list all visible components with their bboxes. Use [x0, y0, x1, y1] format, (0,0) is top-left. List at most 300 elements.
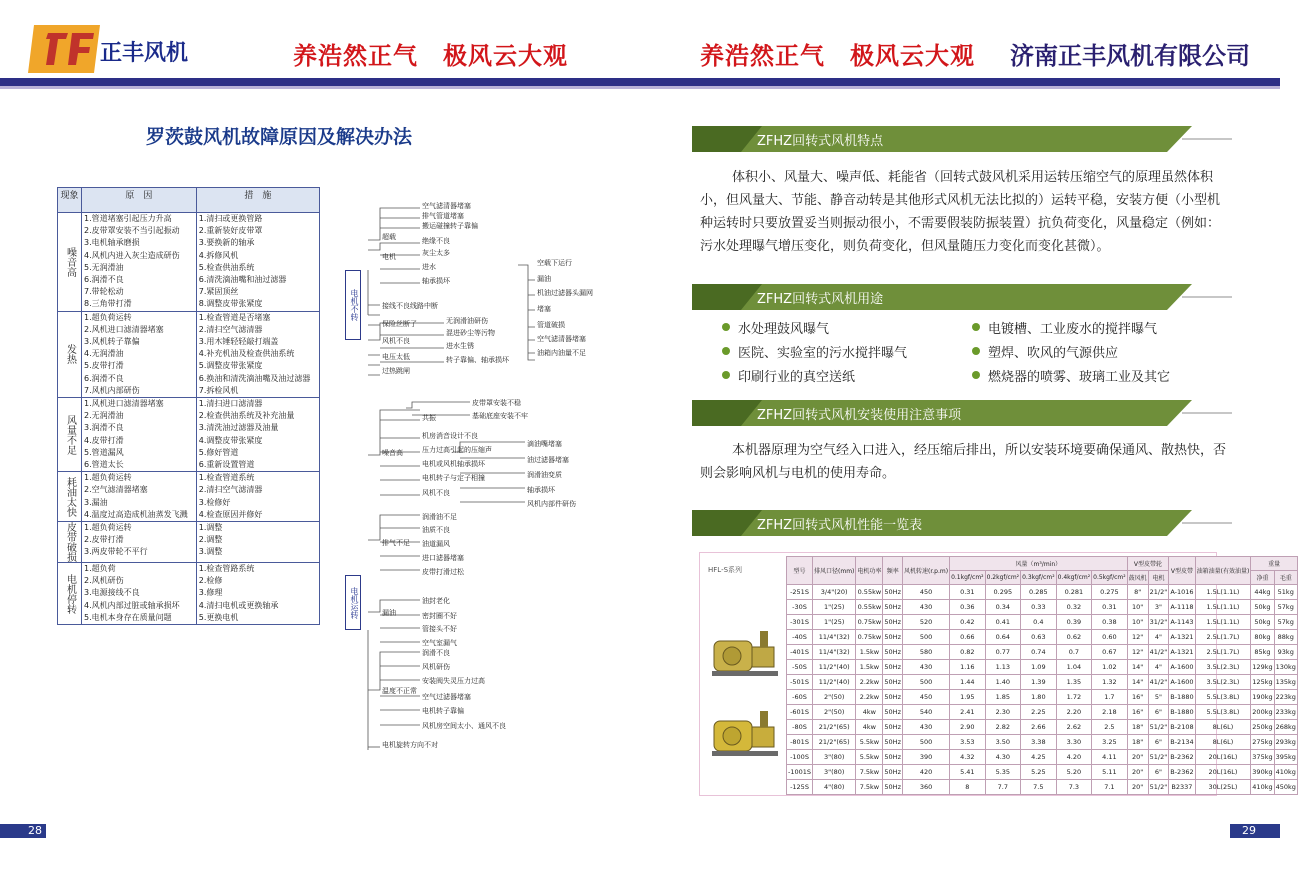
perf-cell: -50S [787, 660, 813, 675]
perf-cell: 14" [1127, 660, 1148, 675]
perf-cell: B-2362 [1169, 765, 1195, 780]
perf-cell: 3"(80) [813, 750, 856, 765]
fix-item: 1.检查管道系统 [198, 473, 255, 483]
perf-cell: 0.275 [1092, 585, 1128, 600]
cause-item: 3.电源接线不良 [84, 588, 140, 598]
perf-cell: 190kg [1251, 690, 1274, 705]
perf-cell: 30L(25L) [1195, 780, 1251, 795]
col-p02: 0.2kgf/cm² [985, 571, 1021, 585]
cause-item: 3.风机转子靠偏 [84, 337, 140, 347]
tree-node: 密封圈不好 [422, 612, 457, 620]
perf-cell: 0.42 [950, 615, 986, 630]
cause-item: 6.润滑不良 [84, 373, 124, 383]
perf-cell: 0.55kw [856, 585, 883, 600]
perf-cell: 85kg [1251, 645, 1274, 660]
perf-cell: 1.95 [950, 690, 986, 705]
perf-cell: 2.18 [1092, 705, 1128, 720]
perf-row [787, 780, 1298, 795]
perf-cell: 0.33 [1021, 600, 1057, 615]
perf-cell: 20" [1127, 750, 1148, 765]
perf-cell: 93kg [1274, 645, 1297, 660]
tree-node: 润滑油变质 [527, 471, 562, 479]
perf-cell: 50Hz [883, 720, 903, 735]
perf-cell: 20L(16L) [1195, 765, 1251, 780]
perf-cell: 430 [902, 600, 949, 615]
phenomenon-cell: 发热 [58, 311, 82, 397]
perf-cell: 11/2"(40) [813, 675, 856, 690]
fix-cell [196, 398, 319, 472]
tree-root-box: 电机不转 [345, 270, 361, 340]
perf-cell: 3.5L(2.3L) [1195, 675, 1251, 690]
perf-cell: A-1016 [1169, 585, 1195, 600]
tree-node: 油质不良 [422, 526, 450, 534]
perf-cell: 430 [902, 660, 949, 675]
perf-cell: -125S [787, 780, 813, 795]
perf-cell: 20L(16L) [1195, 750, 1251, 765]
perf-cell: -501S [787, 675, 813, 690]
tree-node: 润滑不良 [422, 649, 450, 657]
perf-cell: 0.31 [950, 585, 986, 600]
fix-item: 2.检查供油系统及补充油量 [198, 411, 295, 421]
performance-table [786, 556, 1298, 795]
section-title-performance: ZFHZ回转式风机性能一览表 [757, 518, 923, 533]
tree-node: 皮带罩安装不稳 [472, 399, 521, 407]
perf-cell: 50Hz [883, 735, 903, 750]
perf-cell: 16" [1127, 705, 1148, 720]
perf-cell: 268kg [1274, 720, 1297, 735]
fix-item: 2.重新装好皮带罩 [198, 226, 263, 236]
tree-node: 灰尘太多 [422, 249, 450, 257]
fault-row [58, 213, 320, 312]
perf-cell: 50Hz [883, 630, 903, 645]
perf-cell: 293kg [1274, 735, 1297, 750]
fix-item: 2.清扫空气滤清器 [198, 485, 263, 495]
perf-cell: 1.72 [1056, 690, 1092, 705]
perf-cell: 1.85 [985, 690, 1021, 705]
perf-cell: -601S [787, 705, 813, 720]
tree-node: 风机房空间太小、通风不良 [422, 722, 506, 730]
col-pulley-motor: 电机 [1148, 571, 1169, 585]
col-p04: 0.4kgf/cm² [1056, 571, 1092, 585]
perf-cell: -301S [787, 615, 813, 630]
perf-cell: 12" [1127, 645, 1148, 660]
col-group-air: 风量（m³/min） [950, 557, 1128, 571]
tree-node: 搬运碰撞转子靠偏 [422, 222, 478, 230]
perf-cell: 21/2"(65) [813, 735, 856, 750]
perf-cell: B-2108 [1169, 720, 1195, 735]
perf-cell: 50Hz [883, 585, 903, 600]
tree-node: 进水生锈 [446, 342, 474, 350]
perf-cell: -251S [787, 585, 813, 600]
fix-item: 1.检查管路系统 [198, 564, 255, 574]
col-outlet: 排风口径(mm) [813, 557, 856, 585]
use-item: 燃烧器的喷雾、玻璃工业及其它 [972, 366, 1170, 385]
tree-node: 绝缘不良 [422, 237, 450, 245]
perf-cell: 7.5kw [856, 765, 883, 780]
fix-item: 1.清扫或更换管路 [198, 214, 263, 223]
perf-cell: 11/4"(32) [813, 645, 856, 660]
perf-row [787, 675, 1298, 690]
tree-lines [340, 190, 670, 760]
perf-cell: 4.11 [1092, 750, 1128, 765]
fix-cell [196, 522, 319, 563]
fix-item: 1.清扫进口滤清器 [198, 399, 263, 409]
perf-cell: 18" [1127, 735, 1148, 750]
perf-cell: 0.75kw [856, 630, 883, 645]
perf-cell: 0.67 [1092, 645, 1128, 660]
tree-node: 管接头不好 [422, 625, 457, 633]
perf-cell: 10" [1127, 600, 1148, 615]
cause-cell [82, 398, 197, 472]
blower-image [710, 703, 782, 763]
cause-item: 2.皮带打滑 [84, 535, 124, 545]
perf-cell: 51/2" [1148, 750, 1169, 765]
perf-cell: 1.5kw [856, 660, 883, 675]
fault-row [58, 522, 320, 563]
fix-item: 3.要换新的轴承 [198, 238, 255, 248]
perf-cell: 450 [902, 690, 949, 705]
fault-table [57, 187, 320, 625]
col-pulley-blower: 鼓风机 [1127, 571, 1148, 585]
fix-item: 7.紧固顶丝 [198, 287, 239, 297]
perf-cell: 1.04 [1056, 660, 1092, 675]
tree-node: 风机不良 [382, 337, 410, 345]
perf-cell: 540 [902, 705, 949, 720]
fix-item: 6.重新设置管道 [198, 460, 255, 470]
perf-cell: 5" [1148, 690, 1169, 705]
perf-cell: 4kw [856, 720, 883, 735]
perf-cell: 360 [902, 780, 949, 795]
cause-item: 3.润滑不良 [84, 423, 124, 433]
phenomenon-cell: 电机停转 [58, 563, 82, 625]
fix-item: 4.清扫电机或更换轴承 [198, 600, 279, 610]
perf-cell: -401S [787, 645, 813, 660]
perf-cell: 450kg [1274, 780, 1297, 795]
cause-cell [82, 311, 197, 397]
fault-tree [340, 190, 670, 760]
perf-cell: 375kg [1251, 750, 1274, 765]
perf-cell: 50Hz [883, 675, 903, 690]
perf-cell: 4" [1148, 660, 1169, 675]
perf-cell: 1.5L(1.1L) [1195, 600, 1251, 615]
perf-cell: 0.75kw [856, 615, 883, 630]
cause-item: 5.皮带打滑 [84, 361, 124, 371]
col-group-pulley: V型皮带轮 [1127, 557, 1169, 571]
tree-node: 进口滤器堵塞 [422, 554, 464, 562]
perf-row [787, 765, 1298, 780]
tree-node: 排气管道堵塞 [422, 212, 464, 220]
perf-cell: 57kg [1274, 600, 1297, 615]
col-net-weight: 净重 [1251, 571, 1274, 585]
perf-cell: 5.41 [950, 765, 986, 780]
perf-cell: 50Hz [883, 615, 903, 630]
tree-node: 机房消音设计不良 [422, 432, 478, 440]
perf-cell: 0.77 [985, 645, 1021, 660]
perf-cell: A-1600 [1169, 675, 1195, 690]
header-solution: 措 施 [196, 188, 319, 213]
perf-cell: 3.30 [1056, 735, 1092, 750]
perf-cell: 500 [902, 675, 949, 690]
col-belt: V型皮带 [1169, 557, 1195, 585]
perf-cell: 4kw [856, 705, 883, 720]
tree-root-box: 电机运转 [345, 575, 361, 630]
fix-item: 8.调整皮带张紧度 [198, 299, 263, 309]
fix-item: 2.检修 [198, 576, 223, 586]
perf-cell: 0.4 [1021, 615, 1057, 630]
phenomenon-cell: 耗油太快 [58, 472, 82, 522]
perf-cell: 10" [1127, 615, 1148, 630]
cause-item: 6.润滑不良 [84, 275, 124, 285]
tree-node: 电机转子与定子相撞 [422, 474, 485, 482]
perf-cell: 4" [1148, 630, 1169, 645]
perf-cell: 130kg [1274, 660, 1297, 675]
perf-cell: 0.62 [1056, 630, 1092, 645]
perf-cell: A-1118 [1169, 600, 1195, 615]
tree-node: 空气滤清器堵塞 [422, 202, 471, 210]
perf-cell: -80S [787, 720, 813, 735]
fix-item: 1.调整 [198, 523, 223, 533]
tree-node: 风机研伤 [422, 663, 450, 671]
page-number-left: 28 [28, 824, 42, 837]
fix-item: 3.调整 [198, 547, 223, 557]
perf-cell: 4.30 [985, 750, 1021, 765]
slogan-right: 养浩然正气 极风云大观 [700, 42, 975, 70]
col-group-weight: 重量 [1251, 557, 1298, 571]
perf-cell: 50kg [1251, 600, 1274, 615]
tree-node: 电机旋转方向不对 [382, 741, 438, 749]
fix-cell [196, 311, 319, 397]
perf-cell: 1.80 [1021, 690, 1057, 705]
tree-node: 基础底座安装不牢 [472, 412, 528, 420]
cause-item: 5.无润滑油 [84, 262, 124, 272]
cause-item: 8.三角带打滑 [84, 299, 132, 309]
perf-row [787, 750, 1298, 765]
perf-cell: 7.7 [985, 780, 1021, 795]
cause-item: 1.超负荷运转 [84, 473, 132, 483]
perf-cell: 2.41 [950, 705, 986, 720]
fix-item: 6.换油和清洗滴油嘴及油过滤器 [198, 373, 311, 383]
perf-cell: 11/4"(32) [813, 630, 856, 645]
perf-cell: 3.53 [950, 735, 986, 750]
brand-name: 正丰风机 [100, 41, 189, 66]
fix-cell [196, 472, 319, 522]
perf-cell: 1.16 [950, 660, 986, 675]
perf-cell: 0.66 [950, 630, 986, 645]
fault-row [58, 398, 320, 472]
perf-cell: 8 [950, 780, 986, 795]
tree-node: 压力过高引起的压缩声 [422, 446, 492, 454]
perf-cell: 5.5L(3.8L) [1195, 690, 1251, 705]
tree-node: 噪音高 [382, 449, 403, 457]
tree-node: 进水 [422, 263, 436, 271]
tree-node: 空气过滤器堵塞 [422, 693, 471, 701]
tree-node: 风机不良 [422, 489, 450, 497]
perf-cell: 2.2kw [856, 675, 883, 690]
perf-cell: 44kg [1251, 585, 1274, 600]
perf-cell: 1.35 [1056, 675, 1092, 690]
perf-cell: 1"(25) [813, 600, 856, 615]
perf-cell: 390 [902, 750, 949, 765]
perf-cell: 3/4"(20) [813, 585, 856, 600]
perf-cell: 8L(6L) [1195, 720, 1251, 735]
perf-row [787, 735, 1298, 750]
perf-cell: 12" [1127, 630, 1148, 645]
perf-cell: 7.1 [1092, 780, 1128, 795]
perf-cell: 0.31 [1092, 600, 1128, 615]
perf-cell: A-1143 [1169, 615, 1195, 630]
company-logo [28, 25, 100, 73]
cause-item: 2.风机研伤 [84, 576, 124, 586]
cause-item: 4.风机内进入灰尘造成研伤 [84, 250, 180, 260]
perf-row [787, 720, 1298, 735]
perf-cell: 51kg [1274, 585, 1297, 600]
fix-item: 2.清扫空气滤清器 [198, 324, 263, 334]
perf-cell: 1.39 [1021, 675, 1057, 690]
cause-item: 1.超负荷运转 [84, 312, 132, 322]
cause-item: 1.风机进口滤清器堵塞 [84, 399, 164, 409]
perf-cell: 31/2" [1148, 615, 1169, 630]
perf-cell: 4.25 [1021, 750, 1057, 765]
perf-cell: 2.30 [985, 705, 1021, 720]
tree-node: 油道漏风 [422, 540, 450, 548]
perf-cell: 50Hz [883, 780, 903, 795]
perf-cell: 3.50 [985, 735, 1021, 750]
perf-cell: -801S [787, 735, 813, 750]
perf-cell: 0.74 [1021, 645, 1057, 660]
perf-cell: 250kg [1251, 720, 1274, 735]
tree-node: 堵塞 [537, 305, 551, 313]
perf-cell: 1.40 [985, 675, 1021, 690]
perf-cell: 3.25 [1092, 735, 1128, 750]
section-header-features [692, 126, 1232, 152]
section-header-install [692, 400, 1232, 426]
fault-row [58, 311, 320, 397]
perf-cell: 51/2" [1148, 720, 1169, 735]
perf-cell: 1.13 [985, 660, 1021, 675]
use-item: 医院、实验室的污水搅拌曝气 [722, 342, 907, 361]
perf-cell: 1.7 [1092, 690, 1128, 705]
perf-cell: 200kg [1251, 705, 1274, 720]
fix-cell [196, 213, 319, 312]
fix-item: 3.用木锤轻轻敲打端盖 [198, 337, 279, 347]
perf-cell: 5.25 [1021, 765, 1057, 780]
perf-cell: 0.41 [985, 615, 1021, 630]
tree-node: 无润滑油研伤 [446, 317, 488, 325]
perf-cell: -1001S [787, 765, 813, 780]
section-title-features: ZFHZ回转式风机特点 [757, 134, 884, 149]
tree-node: 漏油 [537, 275, 551, 283]
tree-node: 油封老化 [422, 597, 450, 605]
section-header-uses [692, 284, 1232, 310]
perf-cell: 1.5kw [856, 645, 883, 660]
fix-item: 7.拆检风机 [198, 385, 239, 395]
use-item: 印刷行业的真空送纸 [722, 366, 855, 385]
perf-cell: 41/2" [1148, 675, 1169, 690]
perf-row [787, 615, 1298, 630]
cause-item: 3.两皮带轮不平行 [84, 547, 148, 557]
perf-cell: 430 [902, 720, 949, 735]
perf-cell: 21/2" [1148, 585, 1169, 600]
features-text: 体积小、风量大、噪声低、耗能省（回转式鼓风机采用运转压缩空气的原理虽然体积小，但风量大、节能、静音动转是其他形式风机无法比拟的）运转平稳，安装方便（小型机种运转时只要放置妥当则振动很小，不需要假装防振装置）抗负荷变化，风量稳定（例如：污水处理曝气增压变化，则负荷变化，但风量随压力变化而变化甚微）。 [700, 170, 1221, 254]
slogan-left: 养浩然正气 极风云大观 [293, 42, 568, 70]
tree-node: 共振 [422, 414, 436, 422]
perf-cell: 57kg [1274, 615, 1297, 630]
perf-cell: 500 [902, 735, 949, 750]
cause-item: 3.电机轴承磨损 [84, 238, 140, 248]
perf-cell: 0.7 [1056, 645, 1092, 660]
header-bar-light [0, 86, 1280, 89]
perf-cell: 223kg [1274, 690, 1297, 705]
use-item: 水处理鼓风曝气 [722, 318, 829, 337]
perf-cell: 450 [902, 585, 949, 600]
use-item: 塑焊、吹风的气源供应 [972, 342, 1118, 361]
tree-node: 温度不正常 [382, 687, 417, 695]
phenomenon-cell: 皮带破损 [58, 522, 82, 563]
perf-cell: 50Hz [883, 600, 903, 615]
fix-item: 4.补充机油及检查供油系统 [198, 349, 295, 359]
fix-item: 3.清洗油过滤器及油量 [198, 423, 279, 433]
col-oil: 油箱油量(有效油量) [1195, 557, 1251, 585]
header-bar [0, 78, 1280, 86]
tree-node: 管道破损 [537, 321, 565, 329]
perf-cell: 8" [1127, 585, 1148, 600]
company-name: 济南正丰风机有限公司 [1010, 42, 1250, 70]
tree-node: 滴油嘴堵塞 [527, 440, 562, 448]
tree-node: 空载下运行 [537, 259, 572, 267]
perf-cell: 0.285 [1021, 585, 1057, 600]
fix-item: 3.修理 [198, 588, 223, 598]
perf-row [787, 690, 1298, 705]
cause-item: 2.皮带罩安装不当引起振动 [84, 226, 180, 236]
perf-cell: 125kg [1251, 675, 1274, 690]
cause-item: 2.风机进口滤清器堵塞 [84, 324, 164, 334]
perf-cell: 5.35 [985, 765, 1021, 780]
perf-cell: 7.5kw [856, 780, 883, 795]
tree-node: 过热跳闸 [382, 367, 410, 375]
perf-cell: 21/2"(65) [813, 720, 856, 735]
perf-cell: 0.281 [1056, 585, 1092, 600]
perf-cell: 1.32 [1092, 675, 1128, 690]
perf-cell: 275kg [1251, 735, 1274, 750]
perf-cell: 500 [902, 630, 949, 645]
fix-item: 5.调整皮带张紧度 [198, 361, 263, 371]
perf-cell: 5.11 [1092, 765, 1128, 780]
col-freq: 频率 [883, 557, 903, 585]
perf-cell: -100S [787, 750, 813, 765]
page-number-right: 29 [1242, 824, 1256, 837]
col-p01: 0.1kgf/cm² [950, 571, 986, 585]
cause-item: 7.带轮松动 [84, 287, 124, 297]
perf-cell: 129kg [1251, 660, 1274, 675]
perf-cell: 5.5kw [856, 735, 883, 750]
perf-cell: 1.02 [1092, 660, 1128, 675]
header-phenomenon: 现象 [58, 188, 82, 213]
perf-cell: B2337 [1169, 780, 1195, 795]
tree-node: 润滑油不足 [422, 513, 457, 521]
perf-cell: 41/2" [1148, 645, 1169, 660]
perf-cell: 2.5 [1092, 720, 1128, 735]
perf-cell: 2.5L(1.7L) [1195, 645, 1251, 660]
perf-cell: 410kg [1251, 780, 1274, 795]
perf-cell: 88kg [1274, 630, 1297, 645]
perf-cell: B-1880 [1169, 690, 1195, 705]
fix-item: 4.拆修风机 [198, 250, 239, 260]
perf-cell: 8L(6L) [1195, 735, 1251, 750]
perf-cell: 6" [1148, 765, 1169, 780]
col-p03: 0.3kgf/cm² [1021, 571, 1057, 585]
perf-cell: 5.20 [1056, 765, 1092, 780]
cause-item: 3.漏油 [84, 497, 108, 507]
